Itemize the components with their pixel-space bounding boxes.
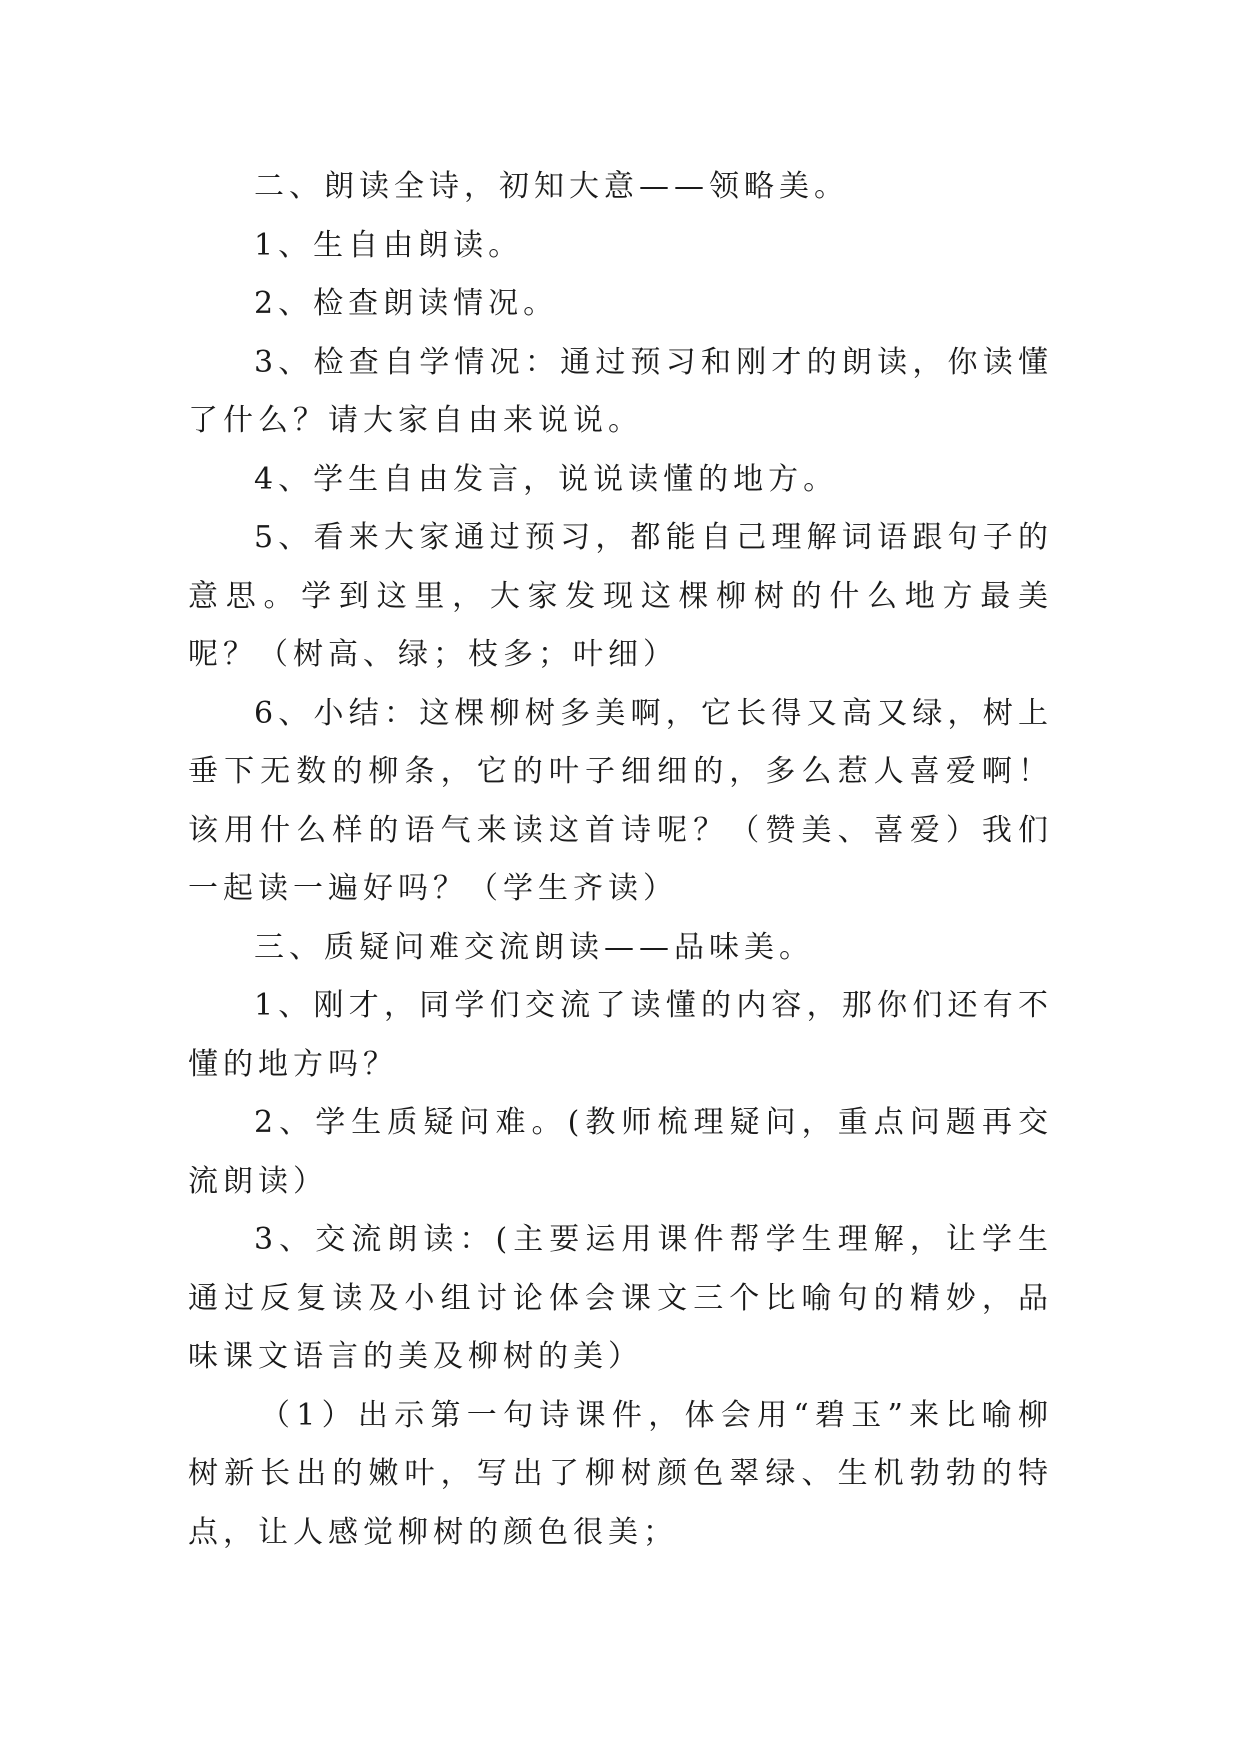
paragraph-step-4: 4、学生自由发言，说说读懂的地方。 bbox=[254, 461, 839, 497]
paragraph-question-2: 2、学生质疑问难。(教师梳理疑问，重点问题再交流朗读） bbox=[188, 1105, 1053, 1199]
paragraph-question-3: 3、交流朗读：(主要运用课件帮学生理解，让学生通过反复读及小组讨论体会课文三个比喻句的精妙，品味课文语言的美及柳树的美） bbox=[188, 1222, 1053, 1374]
section-heading-reading: 二、朗读全诗，初知大意——领略美。 bbox=[254, 169, 849, 204]
paragraph-step-1: 1、生自由朗读。 bbox=[254, 227, 524, 263]
paragraph-step-6: 6、小结：这棵柳树多美啊，它长得又高又绿，树上垂下无数的柳条，它的叶子细细的，多么惹人喜爱啊！该用什么样的语气来读这首诗呢？（赞美、喜爱）我们一起读一遍好吗？（学生齐读） bbox=[188, 695, 1053, 906]
paragraph-step-2: 2、检查朗读情况。 bbox=[254, 286, 559, 321]
paragraph-step-5: 5、看来大家通过预习，都能自己理解词语跟句子的意思。学到这里，大家发现这棵柳树的什么地方最美呢？（树高、绿；枝多；叶细） bbox=[188, 520, 1053, 672]
section-heading-questions: 三、质疑问难交流朗读——品味美。 bbox=[254, 929, 814, 965]
paragraph-step-3: 3、检查自学情况：通过预习和刚才的朗读，你读懂了什么？请大家自由来说说。 bbox=[188, 344, 1053, 438]
paragraph-question-1: 1、刚才，同学们交流了读懂的内容，那你们还有不懂的地方吗？ bbox=[188, 988, 1053, 1082]
document-body bbox=[188, 158, 1053, 1562]
paragraph-subpoint-1: （1）出示第一句诗课件，体会用“碧玉”来比喻柳树新长出的嫩叶，写出了柳树颜色翠绿、生机勃勃的特点，让人感觉柳树的颜色很美； bbox=[188, 1397, 1053, 1550]
